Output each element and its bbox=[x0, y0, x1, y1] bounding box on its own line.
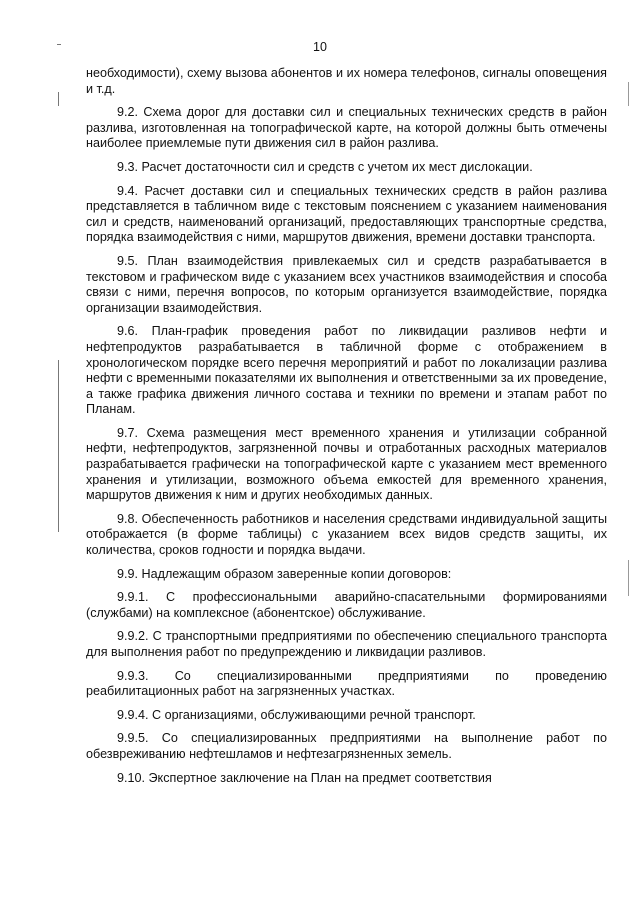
left-margin-line bbox=[58, 360, 59, 532]
page-number: 10 bbox=[313, 40, 327, 54]
paragraph-9-9-2: 9.9.2. С транспортными предприятиями по обеспечению специального транспорта для выполнения работ по предупреждению и ликвидации разливов. bbox=[86, 629, 607, 659]
paragraph-9-9-5: 9.9.5. Со специализированных предприятиями на выполнение работ по обезвреживанию нефтешламов и нефтезагрязненных земель. bbox=[86, 731, 607, 761]
top-tick bbox=[57, 44, 61, 45]
document-body bbox=[86, 66, 607, 794]
paragraph-9-2: 9.2. Схема дорог для доставки сил и специальных технических средств в район разлива, изготовленная на топографической карте, на которой должны быть отмечены наиболее приемлемые пути движения сил в район разлива. bbox=[86, 105, 607, 151]
paragraph-continuation: необходимости), схему вызова абонентов и их номера телефонов, сигналы оповещения и т.д. bbox=[86, 66, 607, 96]
paragraph-9-5: 9.5. План взаимодействия привлекаемых сил и средств разрабатывается в текстовом и графическом виде с указанием всех участников взаимодействия и способа связи с ними, перечня вопросов, по которым организуется взаимодействие, порядка организации взаимодействия. bbox=[86, 253, 607, 315]
paragraph-9-4: 9.4. Расчет доставки сил и специальных технических средств в район разлива представляется в табличном виде с текстовым пояснением с указанием наименования сил и средств, наименований организаций, предоставляющих транспортные средства, порядка взаимодействия с ними, маршрутов движения, времени доставки транспорта. bbox=[86, 183, 607, 245]
paragraph-9-9-4: 9.9.4. С организациями, обслуживающими речной транспорт. bbox=[117, 707, 476, 722]
paragraph-9-8: 9.8. Обеспеченность работников и населения средствами индивидуальной защиты отображается (в форме таблицы) с указанием всех видов средств защиты, их количества, сроков годности и порядка выдачи. bbox=[86, 511, 607, 558]
left-margin-line-top bbox=[58, 92, 59, 106]
paragraph-9-9: 9.9. Надлежащим образом заверенные копии договоров: bbox=[117, 566, 452, 581]
paragraph-9-3: 9.3. Расчет достаточности сил и средств с учетом их мест дислокации. bbox=[117, 159, 533, 174]
paragraph-9-9-3: 9.9.3. Со специализированными предприятиями по проведению реабилитационных работ на загрязненных участках. bbox=[86, 668, 607, 699]
right-margin-line-bottom bbox=[628, 560, 629, 596]
paragraph-9-10: 9.10. Экспертное заключение на План на предмет соответствия bbox=[117, 770, 492, 785]
right-margin-line bbox=[628, 82, 629, 106]
paragraph-9-6: 9.6. План-график проведения работ по ликвидации разливов нефти и нефтепродуктов разрабатывается в табличной форме с отображением в хронологическом порядке всего перечня мероприятий и работ по локализации разлива нефти с временными показателями их выполнения и ответственными за их проведение, а также графика движения личного состава и техники по времени и этапам работ по Планам. bbox=[86, 324, 607, 417]
paragraph-9-9-1: 9.9.1. С профессиональными аварийно-спасательными формированиями (службами) на комплексное (абонентское) обслуживание. bbox=[86, 590, 607, 620]
paragraph-9-7: 9.7. Схема размещения мест временного хранения и утилизации собранной нефти, нефтепродуктов, загрязненной почвы и отработанных расходных материалов разрабатывается графически на топографической карте с указанием мест временного хранения и утилизации, возможного объема емкостей для временного хранения, маршрутов движения к ним и других необходимых данных. bbox=[86, 425, 607, 503]
